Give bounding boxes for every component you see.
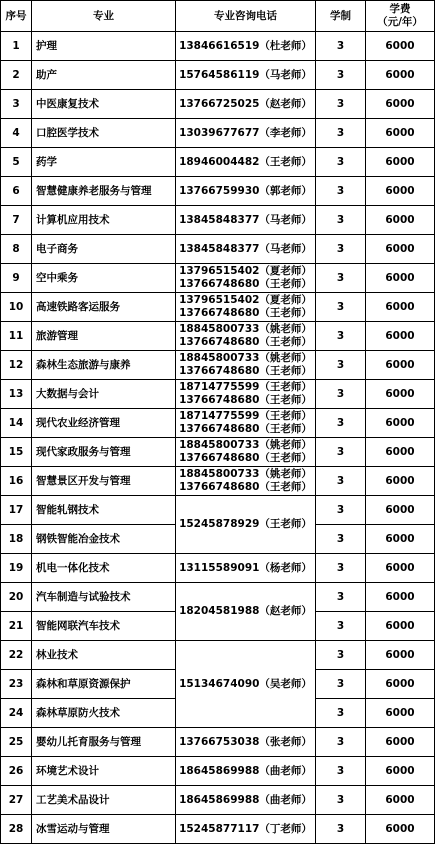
tuition-fee: 6000 — [366, 612, 435, 641]
table-row — [1, 409, 435, 438]
phone-line: 18845800733（姚老师） — [179, 352, 312, 364]
tuition-fee: 6000 — [366, 235, 435, 264]
phone-line: 13766748680（王老师） — [179, 336, 312, 348]
study-years: 3 — [316, 177, 366, 206]
study-years: 3 — [316, 728, 366, 757]
row-number: 8 — [1, 235, 32, 264]
phone-line: 13766748680（王老师） — [179, 365, 312, 377]
header-num: 序号 — [1, 1, 32, 32]
row-number: 23 — [1, 670, 32, 699]
consult-phone — [176, 119, 316, 148]
study-years: 3 — [316, 612, 366, 641]
tuition-fee: 6000 — [366, 728, 435, 757]
phone-line: 13766748680（王老师） — [179, 481, 312, 493]
tuition-fee: 6000 — [366, 496, 435, 525]
table-row — [1, 322, 435, 351]
tuition-fee: 6000 — [366, 583, 435, 612]
row-number: 22 — [1, 641, 32, 670]
phone-line: 13766748680（王老师） — [179, 278, 312, 290]
row-number: 3 — [1, 90, 32, 119]
phone-line: 15764586119（马老师） — [179, 68, 312, 81]
phone-line: 13115589091（杨老师） — [179, 561, 312, 574]
phone-line: 13766753038（张老师） — [179, 735, 312, 748]
header-fee — [366, 1, 435, 32]
header-row — [1, 1, 435, 32]
table-row — [1, 583, 435, 612]
major-name: 婴幼儿托育服务与管理 — [32, 728, 176, 757]
major-name: 冰雪运动与管理 — [32, 815, 176, 844]
row-number: 18 — [1, 525, 32, 554]
row-number: 28 — [1, 815, 32, 844]
header-phone: 专业咨询电话 — [176, 1, 316, 32]
study-years: 3 — [316, 496, 366, 525]
phone-line: 13766748680（王老师） — [179, 423, 312, 435]
table-body — [1, 32, 435, 844]
phone-line: 13766759930（郭老师） — [179, 184, 312, 197]
study-years: 3 — [316, 815, 366, 844]
consult-phone — [176, 206, 316, 235]
row-number: 14 — [1, 409, 32, 438]
tuition-fee: 6000 — [366, 61, 435, 90]
consult-phone — [176, 786, 316, 815]
phone-line: 18714775599（王老师） — [179, 381, 312, 393]
major-name: 智能轧钢技术 — [32, 496, 176, 525]
table-row — [1, 235, 435, 264]
study-years: 3 — [316, 206, 366, 235]
row-number: 12 — [1, 351, 32, 380]
study-years: 3 — [316, 525, 366, 554]
tuition-fee: 6000 — [366, 90, 435, 119]
major-name: 智能网联汽车技术 — [32, 612, 176, 641]
consult-phone — [176, 264, 316, 293]
consult-phone — [176, 554, 316, 583]
major-name: 计算机应用技术 — [32, 206, 176, 235]
table-row — [1, 177, 435, 206]
phone-line: 18845800733（姚老师） — [179, 439, 312, 451]
major-name: 森林和草原资源保护 — [32, 670, 176, 699]
major-name: 大数据与会计 — [32, 380, 176, 409]
consult-phone — [176, 32, 316, 61]
major-name: 现代农业经济管理 — [32, 409, 176, 438]
study-years: 3 — [316, 119, 366, 148]
header-fee-line1: 学费 — [389, 3, 411, 15]
row-number: 6 — [1, 177, 32, 206]
table-row — [1, 815, 435, 844]
row-number: 27 — [1, 786, 32, 815]
tuition-fee: 6000 — [366, 206, 435, 235]
table-row — [1, 32, 435, 61]
row-number: 11 — [1, 322, 32, 351]
row-number: 15 — [1, 438, 32, 467]
consult-phone — [176, 409, 316, 438]
table-row — [1, 467, 435, 496]
table-row — [1, 119, 435, 148]
consult-phone — [176, 438, 316, 467]
tuition-fee: 6000 — [366, 32, 435, 61]
study-years: 3 — [316, 438, 366, 467]
tuition-fee: 6000 — [366, 322, 435, 351]
study-years: 3 — [316, 641, 366, 670]
major-name: 工艺美术品设计 — [32, 786, 176, 815]
table-row — [1, 293, 435, 322]
consult-phone — [176, 757, 316, 786]
tuition-fee: 6000 — [366, 119, 435, 148]
row-number: 1 — [1, 32, 32, 61]
consult-phone — [176, 815, 316, 844]
table-row — [1, 496, 435, 525]
consult-phone — [176, 322, 316, 351]
consult-phone — [176, 235, 316, 264]
phone-line: 13796515402（夏老师） — [179, 294, 312, 306]
study-years: 3 — [316, 90, 366, 119]
table-row — [1, 90, 435, 119]
table-row — [1, 351, 435, 380]
major-name: 中医康复技术 — [32, 90, 176, 119]
table-row — [1, 641, 435, 670]
phone-line: 13766748680（王老师） — [179, 307, 312, 319]
consult-phone — [176, 641, 316, 728]
major-name: 药学 — [32, 148, 176, 177]
phone-line: 15134674090（吴老师） — [179, 677, 312, 690]
row-number: 24 — [1, 699, 32, 728]
table-row — [1, 264, 435, 293]
phone-line: 18645869988（曲老师） — [179, 764, 312, 777]
phone-line: 18845800733（姚老师） — [179, 323, 312, 335]
study-years: 3 — [316, 583, 366, 612]
row-number: 4 — [1, 119, 32, 148]
tuition-fee: 6000 — [366, 815, 435, 844]
phone-line: 15245878929（王老师） — [179, 518, 312, 530]
study-years: 3 — [316, 409, 366, 438]
major-name: 现代家政服务与管理 — [32, 438, 176, 467]
major-name: 智慧健康养老服务与管理 — [32, 177, 176, 206]
major-name: 旅游管理 — [32, 322, 176, 351]
consult-phone — [176, 496, 316, 554]
tuition-fee: 6000 — [366, 148, 435, 177]
phone-line: 18714775599（王老师） — [179, 410, 312, 422]
consult-phone — [176, 728, 316, 757]
consult-phone — [176, 177, 316, 206]
major-name: 高速铁路客运服务 — [32, 293, 176, 322]
study-years: 3 — [316, 235, 366, 264]
study-years: 3 — [316, 32, 366, 61]
tuition-fee: 6000 — [366, 786, 435, 815]
consult-phone — [176, 583, 316, 641]
study-years: 3 — [316, 786, 366, 815]
major-name: 电子商务 — [32, 235, 176, 264]
study-years: 3 — [316, 467, 366, 496]
table-row — [1, 554, 435, 583]
phone-line: 13845848377（马老师） — [179, 242, 312, 255]
phone-line: 18845800733（姚老师） — [179, 468, 312, 480]
table-row — [1, 380, 435, 409]
consult-phone — [176, 467, 316, 496]
row-number: 10 — [1, 293, 32, 322]
phone-line: 13766725025（赵老师） — [179, 97, 312, 110]
row-number: 5 — [1, 148, 32, 177]
row-number: 9 — [1, 264, 32, 293]
study-years: 3 — [316, 322, 366, 351]
study-years: 3 — [316, 699, 366, 728]
consult-phone — [176, 380, 316, 409]
row-number: 2 — [1, 61, 32, 90]
header-major: 专业 — [32, 1, 176, 32]
row-number: 25 — [1, 728, 32, 757]
major-name: 环境艺术设计 — [32, 757, 176, 786]
row-number: 19 — [1, 554, 32, 583]
major-name: 钢铁智能冶金技术 — [32, 525, 176, 554]
phone-line: 18204581988（赵老师） — [179, 605, 312, 617]
table-row — [1, 757, 435, 786]
tuition-fee: 6000 — [366, 525, 435, 554]
tuition-fee: 6000 — [366, 554, 435, 583]
phone-line: 15245877117（丁老师） — [179, 822, 312, 835]
major-name: 口腔医学技术 — [32, 119, 176, 148]
row-number: 16 — [1, 467, 32, 496]
study-years: 3 — [316, 670, 366, 699]
table-row — [1, 728, 435, 757]
phone-line: 13766748680（王老师） — [179, 394, 312, 406]
tuition-fee: 6000 — [366, 670, 435, 699]
phone-line: 13766748680（王老师） — [179, 452, 312, 464]
phone-line: 13846616519（杜老师） — [179, 39, 312, 52]
tuition-fee: 6000 — [366, 467, 435, 496]
tuition-fee: 6000 — [366, 438, 435, 467]
study-years: 3 — [316, 554, 366, 583]
study-years: 3 — [316, 148, 366, 177]
study-years: 3 — [316, 380, 366, 409]
major-name: 护理 — [32, 32, 176, 61]
row-number: 17 — [1, 496, 32, 525]
consult-phone — [176, 293, 316, 322]
major-name: 助产 — [32, 61, 176, 90]
consult-phone — [176, 148, 316, 177]
tuition-fee: 6000 — [366, 380, 435, 409]
table-row — [1, 438, 435, 467]
header-fee-line2: （元/年） — [377, 16, 423, 28]
phone-line: 13845848377（马老师） — [179, 213, 312, 226]
row-number: 13 — [1, 380, 32, 409]
study-years: 3 — [316, 264, 366, 293]
tuition-fee: 6000 — [366, 293, 435, 322]
study-years: 3 — [316, 757, 366, 786]
tuition-fee: 6000 — [366, 757, 435, 786]
tuition-fee: 6000 — [366, 177, 435, 206]
consult-phone — [176, 61, 316, 90]
tuition-fee: 6000 — [366, 264, 435, 293]
row-number: 26 — [1, 757, 32, 786]
study-years: 3 — [316, 293, 366, 322]
row-number: 7 — [1, 206, 32, 235]
tuition-fee: 6000 — [366, 699, 435, 728]
major-name: 森林生态旅游与康养 — [32, 351, 176, 380]
table-row — [1, 61, 435, 90]
phone-line: 13039677677（李老师） — [179, 126, 312, 139]
table-row — [1, 148, 435, 177]
table-row — [1, 786, 435, 815]
major-name: 汽车制造与试验技术 — [32, 583, 176, 612]
phone-line: 18645869988（曲老师） — [179, 793, 312, 806]
row-number: 20 — [1, 583, 32, 612]
row-number: 21 — [1, 612, 32, 641]
major-name: 智慧景区开发与管理 — [32, 467, 176, 496]
consult-phone — [176, 351, 316, 380]
tuition-fee: 6000 — [366, 351, 435, 380]
study-years: 3 — [316, 61, 366, 90]
tuition-fee: 6000 — [366, 641, 435, 670]
major-name: 机电一体化技术 — [32, 554, 176, 583]
tuition-fee: 6000 — [366, 409, 435, 438]
consult-phone — [176, 90, 316, 119]
major-name: 森林草原防火技术 — [32, 699, 176, 728]
major-name: 空中乘务 — [32, 264, 176, 293]
phone-line: 13796515402（夏老师） — [179, 265, 312, 277]
phone-line: 18946004482（王老师） — [179, 155, 312, 168]
table-row — [1, 206, 435, 235]
major-name: 林业技术 — [32, 641, 176, 670]
header-years: 学制 — [316, 1, 366, 32]
study-years: 3 — [316, 351, 366, 380]
